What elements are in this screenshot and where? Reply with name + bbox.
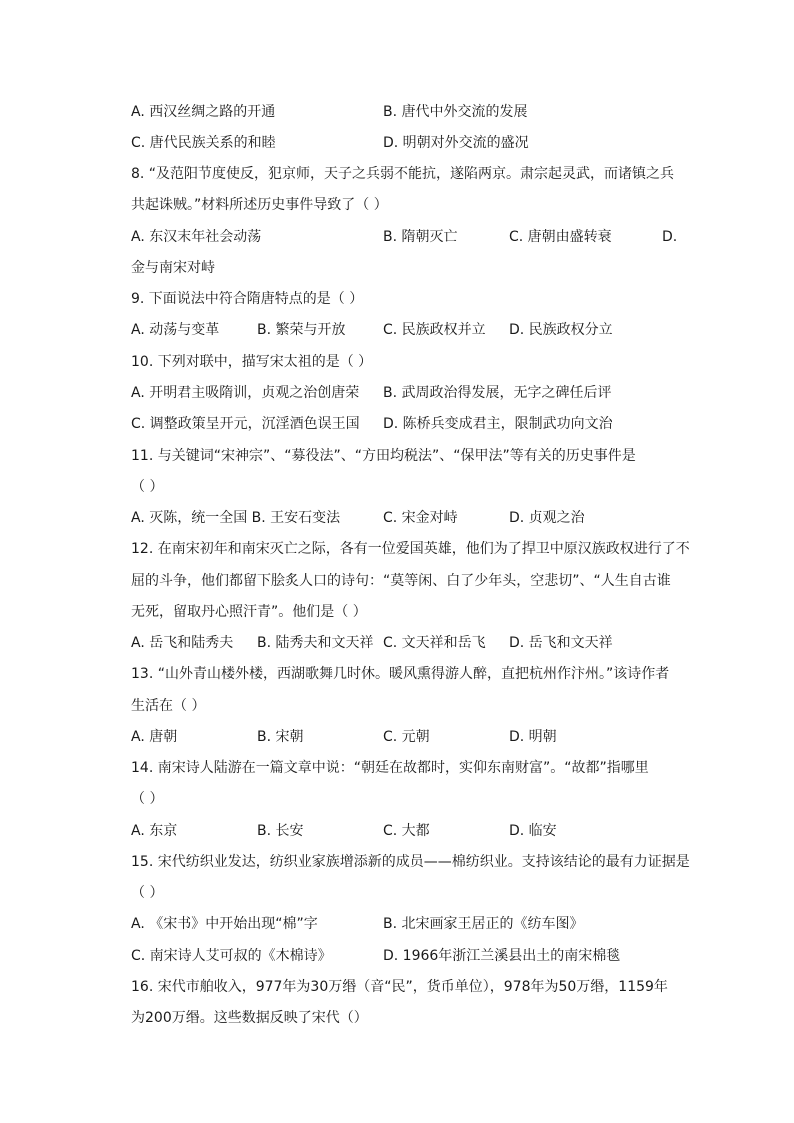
text-segment: D. 明朝 [509, 729, 557, 745]
text-segment: A. 开明君主吸隋训，贞观之治创唐荣 [131, 385, 360, 401]
text-segment: B. 繁荣与开放 [257, 322, 346, 338]
text-segment: D. 岳飞和文天祥 [509, 635, 613, 651]
text-segment: B. 宋朝 [257, 729, 304, 745]
text-segment: C. 大都 [383, 823, 430, 839]
text-segment: A. 西汉丝绸之路的开通 [131, 104, 276, 120]
text-segment: 12. 在南宋初年和南宋灭亡之际，各有一位爱国英雄，他们为了捍卫中原汉族政权进行了不 [131, 541, 690, 557]
text-segment: B. 武周政治得发展，无字之碑任后评 [383, 385, 612, 401]
text-segment: 13. “山外青山楼外楼，西湖歌舞几时休。暖风熏得游人醉，直把杭州作汴州。”该诗作者 [131, 666, 670, 682]
text-segment: 9. 下面说法中符合隋唐特点的是（ ） [131, 291, 364, 307]
text-segment: 10. 下列对联中，描写宋太祖的是（ ） [131, 354, 373, 370]
text-segment: 生活在（ ） [131, 698, 206, 714]
text-segment: C. 元朝 [383, 729, 430, 745]
text-segment: D. 1966年浙江兰溪县出土的南宋棉毯 [383, 948, 621, 964]
text-segment: C. 文天祥和岳飞 [383, 635, 486, 651]
text-segment: B. 唐代中外交流的发展 [383, 104, 528, 120]
text-segment: C. 宋金对峙 [383, 510, 458, 526]
text-segment: C. 唐朝由盛转衰 [509, 229, 612, 245]
text-segment: 为200万缗。这些数据反映了宋代（） [131, 1010, 368, 1026]
text-segment: 8. “及范阳节度使反，犯京师，天子之兵弱不能抗，遂陷两京。肃宗起灵武，而诸镇之兵 [131, 166, 675, 182]
text-segment: B. 陆秀夫和文天祥 [257, 635, 374, 651]
text-segment: （ ） [131, 885, 164, 901]
text-segment: B. 长安 [257, 823, 304, 839]
text-segment: 无死，留取丹心照汗青”。他们是（ ） [131, 604, 367, 620]
text-segment: 11. 与关键词“宋神宗”、“募役法”、“方田均税法”、“保甲法”等有关的历史事件是 [131, 448, 636, 464]
text-segment: D. 民族政权分立 [509, 322, 613, 338]
text-segment: C. 唐代民族关系的和睦 [131, 135, 276, 151]
text-segment: B. 隋朝灭亡 [383, 229, 458, 245]
text-segment: D. 贞观之治 [509, 510, 585, 526]
text-segment: A. 东汉末年社会动荡 [131, 229, 262, 245]
text-segment: C. 南宋诗人艾可叔的《木棉诗》 [131, 948, 332, 964]
text-segment: 15. 宋代纺织业发达，纺织业家族增添新的成员——棉纺织业。支持该结论的最有力证据是 [131, 854, 690, 870]
text-segment: D. 明朝对外交流的盛况 [383, 135, 529, 151]
text-segment: A. 动荡与变革 [131, 322, 220, 338]
text-segment: C. 民族政权并立 [383, 322, 486, 338]
text-segment: D. [662, 229, 678, 245]
text-segment: （ ） [131, 791, 164, 807]
text-segment: 14. 南宋诗人陆游在一篇文章中说：“朝廷在故都时，实仰东南财富”。“故都”指哪里 [131, 760, 649, 776]
text-segment: D. 临安 [509, 823, 557, 839]
text-segment: 金与南宋对峙 [131, 260, 215, 276]
text-segment: A. 岳飞和陆秀夫 [131, 635, 234, 651]
text-segment: C. 调整政策呈开元，沉淫酒色误王国 [131, 416, 360, 432]
text-segment: A. 东京 [131, 823, 178, 839]
text-segment: A. 唐朝 [131, 729, 178, 745]
text-segment: （ ） [131, 479, 164, 495]
text-segment: D. 陈桥兵变成君主，限制武功向文治 [383, 416, 613, 432]
text-segment: A. 灭陈，统一全国 B. 王安石变法 [131, 510, 341, 526]
text-segment: A. 《宋书》中开始出现“棉”字 [131, 916, 318, 932]
text-segment: 屈的斗争，他们都留下脍炙人口的诗句：“莫等闲、白了少年头，空悲切”、“人生自古谁 [131, 573, 671, 589]
text-segment: 共起诛贼。”材料所述历史事件导致了（ ） [131, 197, 388, 213]
text-segment: 16. 宋代市舶收入，977年为30万缗（音“民”，货币单位），978年为50万缗，1159年 [131, 979, 668, 995]
text-segment: B. 北宋画家王居正的《纺车图》 [383, 916, 584, 932]
